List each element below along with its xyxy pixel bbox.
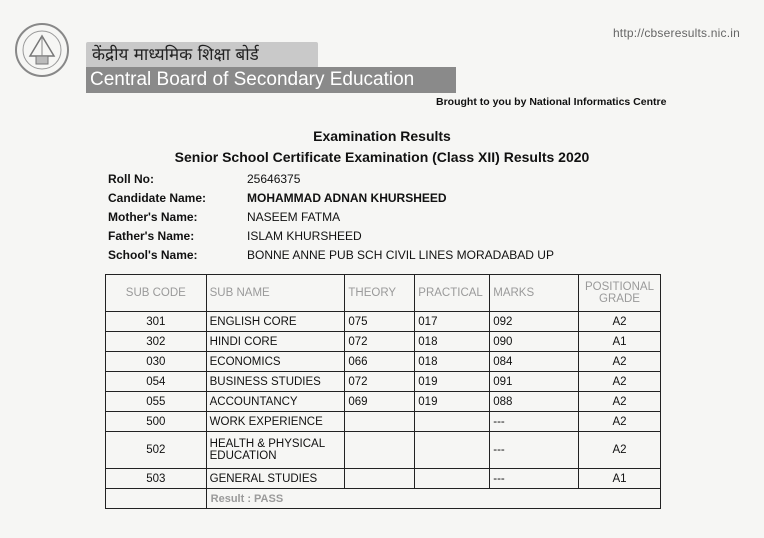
cbse-emblem-icon xyxy=(14,22,70,78)
header-practical: PRACTICAL xyxy=(415,275,490,312)
marks-cell: 091 xyxy=(490,372,579,392)
brought-by-text: Brought to you by National Informatics Centre xyxy=(436,96,667,108)
theory-cell: 066 xyxy=(345,352,415,372)
grade-cell: A2 xyxy=(579,312,661,332)
table-row xyxy=(106,332,661,352)
roll-no-value: 25646375 xyxy=(247,172,301,186)
practical-cell: 018 xyxy=(415,332,490,352)
header-theory: THEORY xyxy=(345,275,415,312)
candidate-name-value: MOHAMMAD ADNAN KHURSHEED xyxy=(247,191,447,205)
grade-cell: A2 xyxy=(579,392,661,412)
marks-cell: 090 xyxy=(490,332,579,352)
sub-code-cell: 302 xyxy=(106,332,207,352)
sub-code-cell: 030 xyxy=(106,352,207,372)
practical-cell xyxy=(415,469,490,489)
table-row xyxy=(106,412,661,432)
sub-name-cell: GENERAL STUDIES xyxy=(206,469,345,489)
header-sub-name: SUB NAME xyxy=(206,275,345,312)
marks-cell: 084 xyxy=(490,352,579,372)
marks-cell: --- xyxy=(490,412,579,432)
father-name-label: Father's Name: xyxy=(108,229,195,243)
theory-cell: 072 xyxy=(345,372,415,392)
table-row xyxy=(106,432,661,469)
sub-code-cell: 054 xyxy=(106,372,207,392)
sub-name-cell: HINDI CORE xyxy=(206,332,345,352)
result-cell: Result : PASS xyxy=(206,489,660,509)
sub-code-cell: 503 xyxy=(106,469,207,489)
result-spacer-cell xyxy=(106,489,207,509)
theory-cell: 075 xyxy=(345,312,415,332)
sub-name-cell: BUSINESS STUDIES xyxy=(206,372,345,392)
grade-cell: A2 xyxy=(579,412,661,432)
marks-cell: --- xyxy=(490,469,579,489)
marks-cell: 092 xyxy=(490,312,579,332)
table-row xyxy=(106,469,661,489)
sub-code-cell: 055 xyxy=(106,392,207,412)
practical-cell: 019 xyxy=(415,372,490,392)
grade-cell: A2 xyxy=(579,372,661,392)
marks-cell: 088 xyxy=(490,392,579,412)
theory-cell xyxy=(345,469,415,489)
marks-table xyxy=(105,274,661,509)
practical-cell: 019 xyxy=(415,392,490,412)
sub-code-cell: 500 xyxy=(106,412,207,432)
roll-no-label: Roll No: xyxy=(108,172,154,186)
practical-cell: 018 xyxy=(415,352,490,372)
school-name-label: School's Name: xyxy=(108,248,198,262)
practical-cell xyxy=(415,412,490,432)
site-url: http://cbseresults.nic.in xyxy=(612,26,740,40)
mother-name-label: Mother's Name: xyxy=(108,210,198,224)
header-marks: MARKS xyxy=(490,275,579,312)
sub-name-cell: ECONOMICS xyxy=(206,352,345,372)
theory-cell: 069 xyxy=(345,392,415,412)
table-header-row xyxy=(106,275,661,312)
practical-cell xyxy=(415,432,490,469)
grade-cell: A2 xyxy=(579,432,661,469)
table-row xyxy=(106,352,661,372)
school-name-value: BONNE ANNE PUB SCH CIVIL LINES MORADABAD UP xyxy=(247,248,554,262)
header-positional-grade: POSITIONAL GRADE xyxy=(579,275,661,312)
grade-cell: A1 xyxy=(579,469,661,489)
marks-cell: --- xyxy=(490,432,579,469)
candidate-name-label: Candidate Name: xyxy=(108,191,207,205)
page-title: Examination Results xyxy=(313,128,451,144)
grade-cell: A1 xyxy=(579,332,661,352)
sub-name-cell: HEALTH & PHYSICAL EDUCATION xyxy=(206,432,345,469)
sub-name-cell: ACCOUNTANCY xyxy=(206,392,345,412)
theory-cell xyxy=(345,432,415,469)
sub-code-cell: 301 xyxy=(106,312,207,332)
practical-cell: 017 xyxy=(415,312,490,332)
header-sub-code: SUB CODE xyxy=(106,275,207,312)
table-row xyxy=(106,372,661,392)
result-row xyxy=(106,489,661,509)
exam-title: Senior School Certificate Examination (Class XII) Results 2020 xyxy=(174,149,590,165)
table-row xyxy=(106,312,661,332)
sub-code-cell: 502 xyxy=(106,432,207,469)
board-name: Central Board of Secondary Education xyxy=(86,67,456,93)
theory-cell xyxy=(345,412,415,432)
father-name-value: ISLAM KHURSHEED xyxy=(247,229,362,243)
grade-cell: A2 xyxy=(579,352,661,372)
sub-name-cell: WORK EXPERIENCE xyxy=(206,412,345,432)
table-row xyxy=(106,392,661,412)
mother-name-value: NASEEM FATMA xyxy=(247,210,341,224)
theory-cell: 072 xyxy=(345,332,415,352)
board-name-hindi: केंद्रीय माध्यमिक शिक्षा बोर्ड xyxy=(86,42,318,68)
sub-name-cell: ENGLISH CORE xyxy=(206,312,345,332)
